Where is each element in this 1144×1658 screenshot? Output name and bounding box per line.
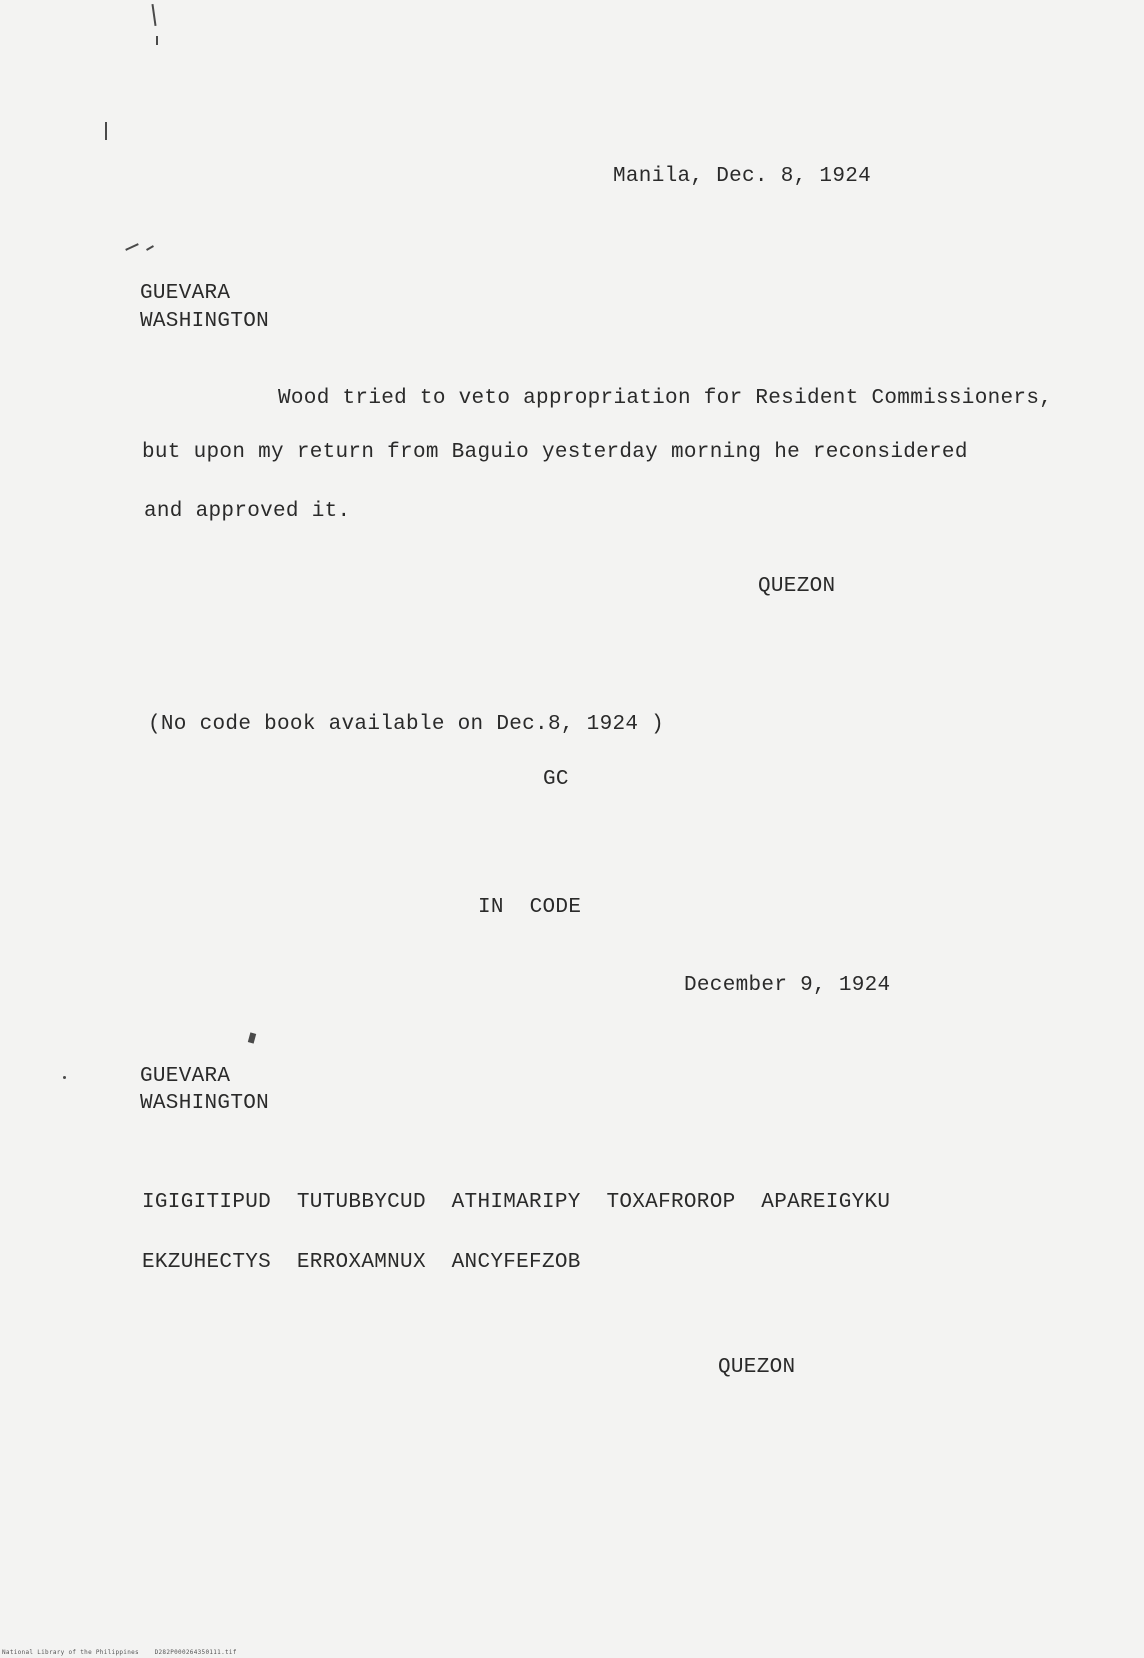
- addressee-name: GUEVARA: [140, 1065, 231, 1088]
- initials: GC: [543, 768, 569, 791]
- margin-mark: [105, 122, 107, 140]
- margin-mark: [63, 1076, 66, 1079]
- body-line: Wood tried to veto appropriation for Resident Commissioners,: [278, 387, 1053, 410]
- addressee-city: WASHINGTON: [140, 1092, 270, 1115]
- dateline: December 9, 1924: [684, 974, 891, 997]
- code-line: IGIGITIPUD TUTUBBYCUD ATHIMARIPY TOXAFROROP APAREIGYKU: [142, 1191, 891, 1214]
- signature: QUEZON: [758, 575, 836, 598]
- addressee-city: WASHINGTON: [140, 310, 270, 333]
- body-line: and approved it.: [144, 500, 351, 523]
- dateline: Manila, Dec. 8, 1924: [613, 165, 872, 188]
- in-code-heading: IN CODE: [478, 896, 582, 919]
- margin-mark: [248, 1032, 256, 1043]
- code-line: EKZUHECTYS ERROXAMNUX ANCYFEFZOB: [142, 1251, 581, 1274]
- margin-mark: [156, 36, 158, 45]
- margin-mark: [146, 245, 154, 251]
- archive-footer: National Library of the Philippines D282P000264350111.tif: [2, 1649, 237, 1656]
- body-line: but upon my return from Baguio yesterday morning he reconsidered: [142, 441, 968, 464]
- code-book-note: (No code book available on Dec.8, 1924 ): [148, 713, 665, 736]
- margin-mark: [151, 4, 156, 26]
- signature: QUEZON: [718, 1356, 796, 1379]
- margin-mark: [125, 243, 139, 251]
- addressee-name: GUEVARA: [140, 282, 231, 305]
